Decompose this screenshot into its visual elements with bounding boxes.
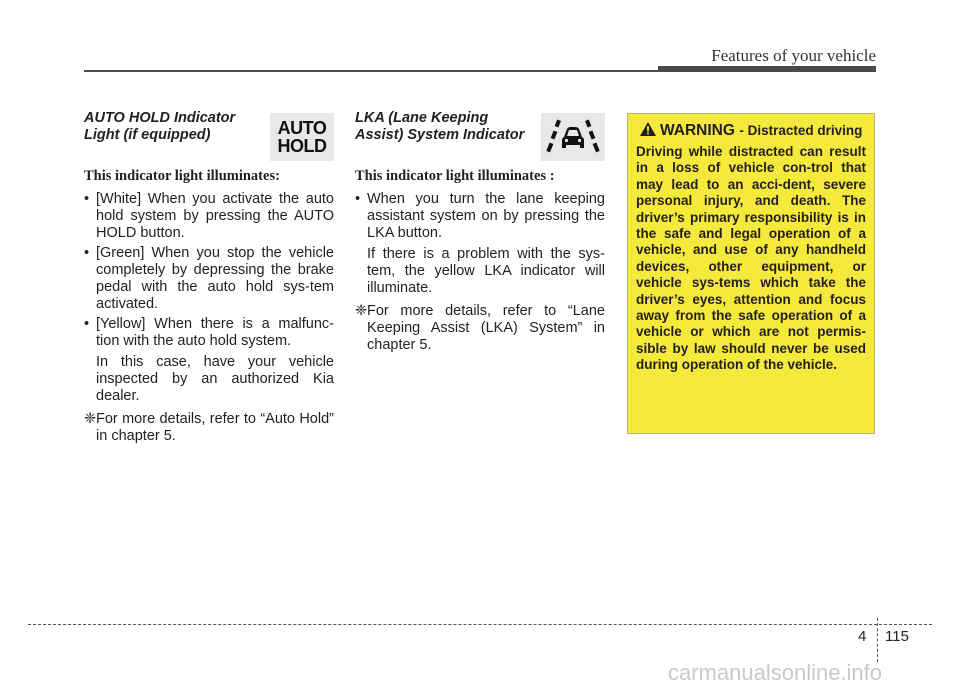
warning-triangle-icon <box>640 122 656 136</box>
auto-hold-section <box>84 110 334 445</box>
watermark-text: carmanualsonline.info <box>668 660 883 685</box>
lane-keeping-car-icon <box>545 117 601 157</box>
lka-section <box>355 110 605 354</box>
auto-hold-bullets <box>84 191 334 350</box>
lka-note <box>355 303 605 354</box>
lka-indicator-icon <box>541 113 605 161</box>
warning-subheading: - Distracted driving <box>739 123 863 138</box>
header-rule <box>84 70 876 72</box>
footer-divider <box>877 618 878 662</box>
auto-hold-icon-line2: HOLD <box>277 136 327 156</box>
lka-title-line1: LKA (Lane Keeping <box>355 110 489 126</box>
auto-hold-note-text: For more details, refer to “Auto Hold” in chapter 5. <box>96 411 334 444</box>
footer-rule <box>28 624 932 625</box>
page-header-title: Features of your vehicle <box>711 46 876 65</box>
warning-label: WARNING <box>660 122 735 139</box>
note-marker-icon: ❈ <box>355 303 368 319</box>
warning-body: Driving while distracted can result in a loss of vehicle con-trol that may lead to an acci-dent, severe personal injury, and death. The driver’s primary responsibility is in the safe and legal operation of a vehicle, and use of any handheld devices, other equipment, or vehicle sys-tems which take the driver’s eyes, attention and focus away from the safe operation of a vehicle or which are not permis-sible by law should never be used during operation of the vehicle. <box>636 144 866 373</box>
lka-note-text: For more details, refer to “Lane Keeping Assist (LKA) System” in chapter 5. <box>367 303 605 353</box>
auto-hold-sub: In this case, have your vehicle inspected by an authorized Kia dealer. <box>96 354 334 404</box>
list-item: • [White] When you activate the auto hold system by pressing the AUTO HOLD button. <box>84 191 334 242</box>
chapter-number: 4 <box>858 628 867 645</box>
auto-hold-title-line1: AUTO HOLD Indicator <box>84 110 236 126</box>
auto-hold-note <box>84 411 334 445</box>
page-number: 115 <box>885 628 909 645</box>
note-marker-icon: ❈ <box>84 411 97 427</box>
auto-hold-icon <box>270 113 334 161</box>
lka-title-line2: Assist) System Indicator <box>355 127 525 143</box>
list-item: • [Green] When you stop the vehicle completely by depressing the brake pedal with the auto hold sys-tem activated. <box>84 245 334 313</box>
auto-hold-icon-line1: AUTO <box>277 118 327 138</box>
auto-hold-title-line2: Light (if equipped) <box>84 127 211 143</box>
lka-lead: This indicator light illuminates : <box>355 168 555 184</box>
lka-bullets <box>355 191 605 242</box>
warning-heading <box>636 122 866 140</box>
warning-box <box>627 113 875 434</box>
lka-sub: If there is a problem with the sys-tem, the yellow LKA indicator will illuminate. <box>367 246 605 296</box>
list-item: • When you turn the lane keeping assistant system on by pressing the LKA button. <box>355 191 605 242</box>
list-item: • [Yellow] When there is a malfunc-tion with the auto hold system. <box>84 316 334 350</box>
auto-hold-lead: This indicator light illuminates: <box>84 168 280 184</box>
